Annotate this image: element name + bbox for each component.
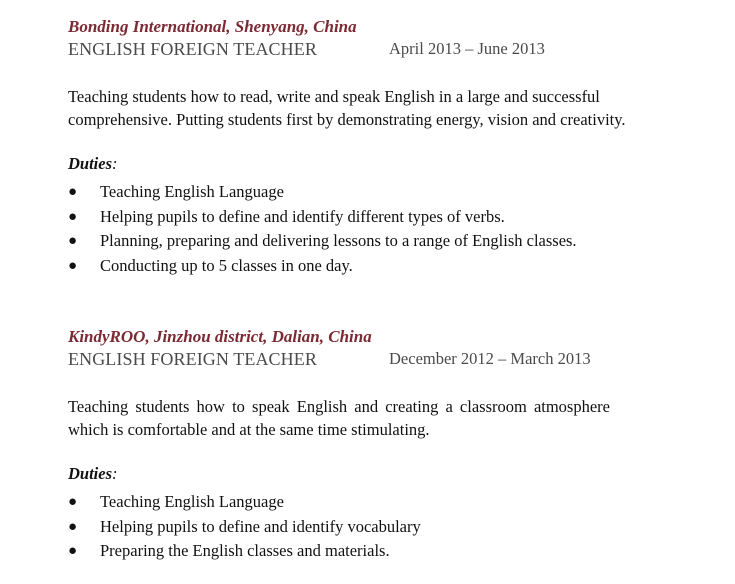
job-dates: April 2013 – June 2013 [389, 39, 545, 58]
duties-colon: : [112, 464, 118, 483]
duty-text: Teaching English Language [100, 492, 284, 511]
list-item [68, 539, 648, 564]
list-item [68, 205, 648, 230]
duty-text: Helping pupils to define and identify different types of verbs. [100, 206, 505, 226]
duty-text: Planning, preparing and delivering lessons to a range of English classes. [100, 231, 577, 250]
list-item [68, 254, 648, 279]
duties-label: Duties [68, 464, 113, 483]
job-title-row [68, 38, 648, 60]
bullet-icon: ● [68, 208, 78, 225]
job-description: Teaching students how to speak English and creating a classroom atmosphere which is comfortable and at the same time stimulating. [68, 397, 610, 439]
bullet-icon: ● [68, 494, 78, 510]
list-item [68, 229, 648, 254]
employer-name: KindyROO, Jinzhou district, Dalian, China [68, 327, 372, 346]
duty-text: Teaching English Language [100, 182, 284, 201]
job-description: Teaching students how to read, write and speak English in a large and successful comprehensive. Putting students first by demonstrating energy, vision and creativity. [68, 87, 626, 129]
list-item [68, 180, 648, 205]
job-title-row [68, 348, 648, 370]
bullet-icon: ● [68, 184, 78, 200]
job-entry-bonding-international [68, 16, 648, 278]
duties-label: Duties [68, 154, 113, 173]
bullet-icon: ● [68, 257, 78, 274]
duty-text: Preparing the English classes and materials. [100, 541, 390, 560]
duty-text: Conducting up to 5 classes in one day. [100, 255, 353, 275]
bullet-icon: ● [68, 543, 78, 559]
duties-list [68, 490, 648, 564]
bullet-icon: ● [68, 233, 78, 249]
list-item [68, 490, 648, 515]
job-title: ENGLISH FOREIGN TEACHER [68, 349, 317, 369]
duties-heading [68, 153, 648, 175]
duty-text: Helping pupils to define and identify vocabulary [100, 516, 421, 536]
bullet-icon: ● [68, 518, 78, 535]
job-entry-kindyroo [68, 326, 648, 564]
list-item [68, 515, 648, 540]
duties-list [68, 180, 648, 278]
employer-name: Bonding International, Shenyang, China [68, 17, 357, 36]
job-dates: December 2012 – March 2013 [389, 349, 591, 368]
duties-colon: : [112, 154, 118, 173]
duties-heading [68, 463, 648, 485]
job-title: ENGLISH FOREIGN TEACHER [68, 39, 317, 59]
